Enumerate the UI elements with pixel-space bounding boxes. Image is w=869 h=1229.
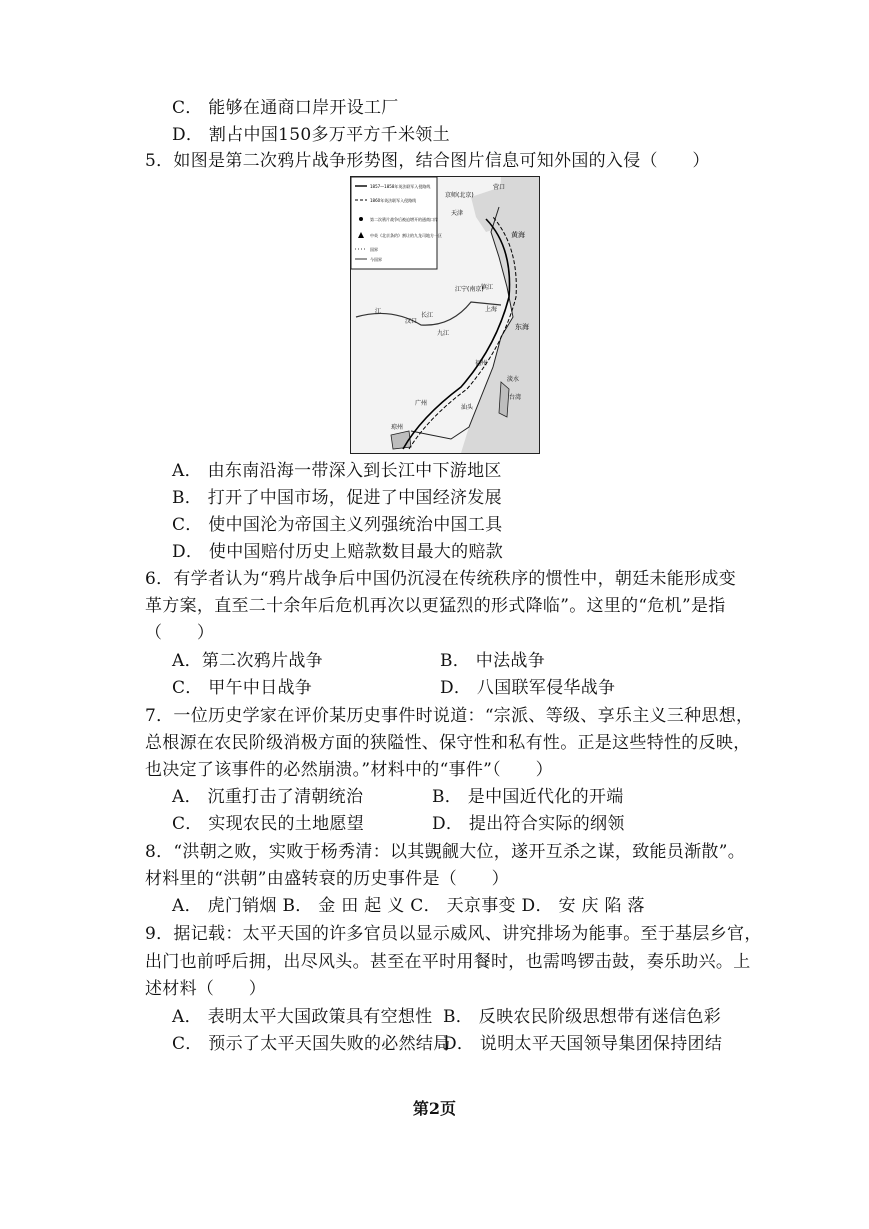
place-label: 琼州 (391, 424, 404, 431)
q5-stem: 5．如图是第二次鸦片战争形势图，结合图片信息可知外国的入侵（ ） (145, 151, 710, 171)
q4-option-c: C． 能够在通商口岸开设工厂 (172, 98, 399, 118)
legend-entry: 1857—1858年英法联军入侵路线 (370, 184, 431, 189)
q9-option-c: C． 预示了太平天国失败的必然结局 (172, 1034, 451, 1054)
place-label: 福州 (475, 360, 488, 367)
q5-option-a: A． 由东南沿海一带深入到长江中下游地区 (172, 461, 502, 481)
place-label: 京师(北京) (445, 192, 474, 199)
place-label: 广州 (415, 400, 428, 407)
place-label: 营口 (493, 184, 506, 191)
place-label: 上海 (485, 306, 498, 313)
q6-option-d: D． 八国联军侵华战争 (440, 678, 616, 698)
q9-option-a: A． 表明太平大国政策具有空想性 (172, 1007, 433, 1027)
q5-option-b: B． 打开了中国市场，促进了中国经济发展 (172, 488, 502, 508)
place-label: 九江 (437, 330, 450, 337)
q7-stem-line2: 总根源在农民阶级消极方面的狭隘性、保守性和私有性。正是这些特性的反映， (145, 733, 751, 753)
q8-options: A． 虎门销烟 B． 金 田 起 义 C． 天京事变 D． 安 庆 陷 落 (172, 896, 645, 916)
q5-option-c: C． 使中国沦为帝国主义列强统治中国工具 (172, 515, 503, 535)
q6-stem-line3: （ ） (145, 623, 215, 643)
q6-option-b: B． 中法战争 (440, 651, 545, 671)
q4-option-d: D． 割占中国150多万平方千米领土 (172, 125, 450, 145)
legend-entry: 第二次鸦片战争后被迫增开的通商口岸 (370, 217, 438, 222)
q6-option-a: A．第二次鸦片战争 (172, 651, 323, 671)
q9-option-b: B． 反映农民阶级思想带有迷信色彩 (443, 1007, 721, 1027)
q8-stem-line1: 8．“洪朝之败，实败于杨秀清：以其覬觎大位，遂开互杀之谋，致能员渐散”。 (145, 842, 745, 862)
q9-stem-line1: 9．据记载：太平天国的许多官员以显示威风、讲究排场为能事。至于基层乡官， (145, 924, 762, 944)
q9-stem-line2: 出门也前呼后拥，出尽风头。甚至在平时用餐时，也需鸣锣击鼓，奏乐助兴。上 (145, 952, 751, 972)
q8-stem-line2: 材料里的“洪朝”由盛转衰的历史事件是（ ） (145, 869, 509, 889)
page-number: 第2页 (412, 1099, 457, 1118)
legend-entry: 今国界 (370, 257, 382, 262)
place-label: 天津 (451, 210, 464, 217)
q7-option-c: C． 实现农民的土地愿望 (172, 814, 365, 834)
q7-option-a: A． 沉重打击了清朝统治 (172, 787, 364, 807)
q5-option-d: D． 使中国赔付历史上赔款数目最大的赔款 (172, 542, 504, 562)
river-label: 长江 (421, 312, 434, 319)
q9-stem-line3: 述材料（ ） (145, 979, 267, 999)
q7-option-d: D． 提出符合实际的纲领 (432, 814, 625, 834)
map-figure (351, 177, 539, 453)
legend-entry: 中英《北京条约》割让的九龙司地方一区 (370, 233, 442, 238)
legend-entry: 国界 (370, 247, 378, 252)
river-label: 江 (375, 308, 382, 315)
q6-stem-line1: 6．有学者认为“鸦片战争后中国仍沉浸在传统秩序的惯性中，朝廷未能形成变 (145, 569, 737, 589)
sea-label: 黄海 (511, 231, 525, 239)
taiwan-island (499, 382, 509, 417)
place-label: 汉口 (405, 318, 418, 325)
place-label: 淡水 (507, 376, 520, 383)
map-legend-box (351, 177, 437, 269)
q9-option-d: D． 说明太平天国领导集团保持团结 (443, 1034, 723, 1054)
place-label: 台湾 (509, 394, 522, 401)
second-opium-war-map (350, 176, 540, 454)
sea-label: 东海 (515, 323, 529, 331)
place-label: 汕头 (461, 404, 474, 411)
legend-entry: 1860年英法联军入侵路线 (370, 198, 417, 203)
place-label: 江宁(南京) (455, 286, 484, 293)
q6-option-c: C． 甲午中日战争 (172, 678, 313, 698)
q7-stem-line1: 7．一位历史学家在评价某历史事件时说道：“宗派、等级、享乐主义三种思想， (145, 706, 754, 726)
q6-stem-line2: 革方案，直至二十余年后危机再次以更猛烈的形式降临”。这里的“危机”是指 (145, 596, 726, 616)
q7-stem-line3: 也决定了该事件的必然崩溃。”材料中的“事件”（ ） (145, 760, 553, 780)
place-label: 镇江 (481, 284, 494, 291)
q7-option-b: B． 是中国近代化的开端 (432, 787, 624, 807)
